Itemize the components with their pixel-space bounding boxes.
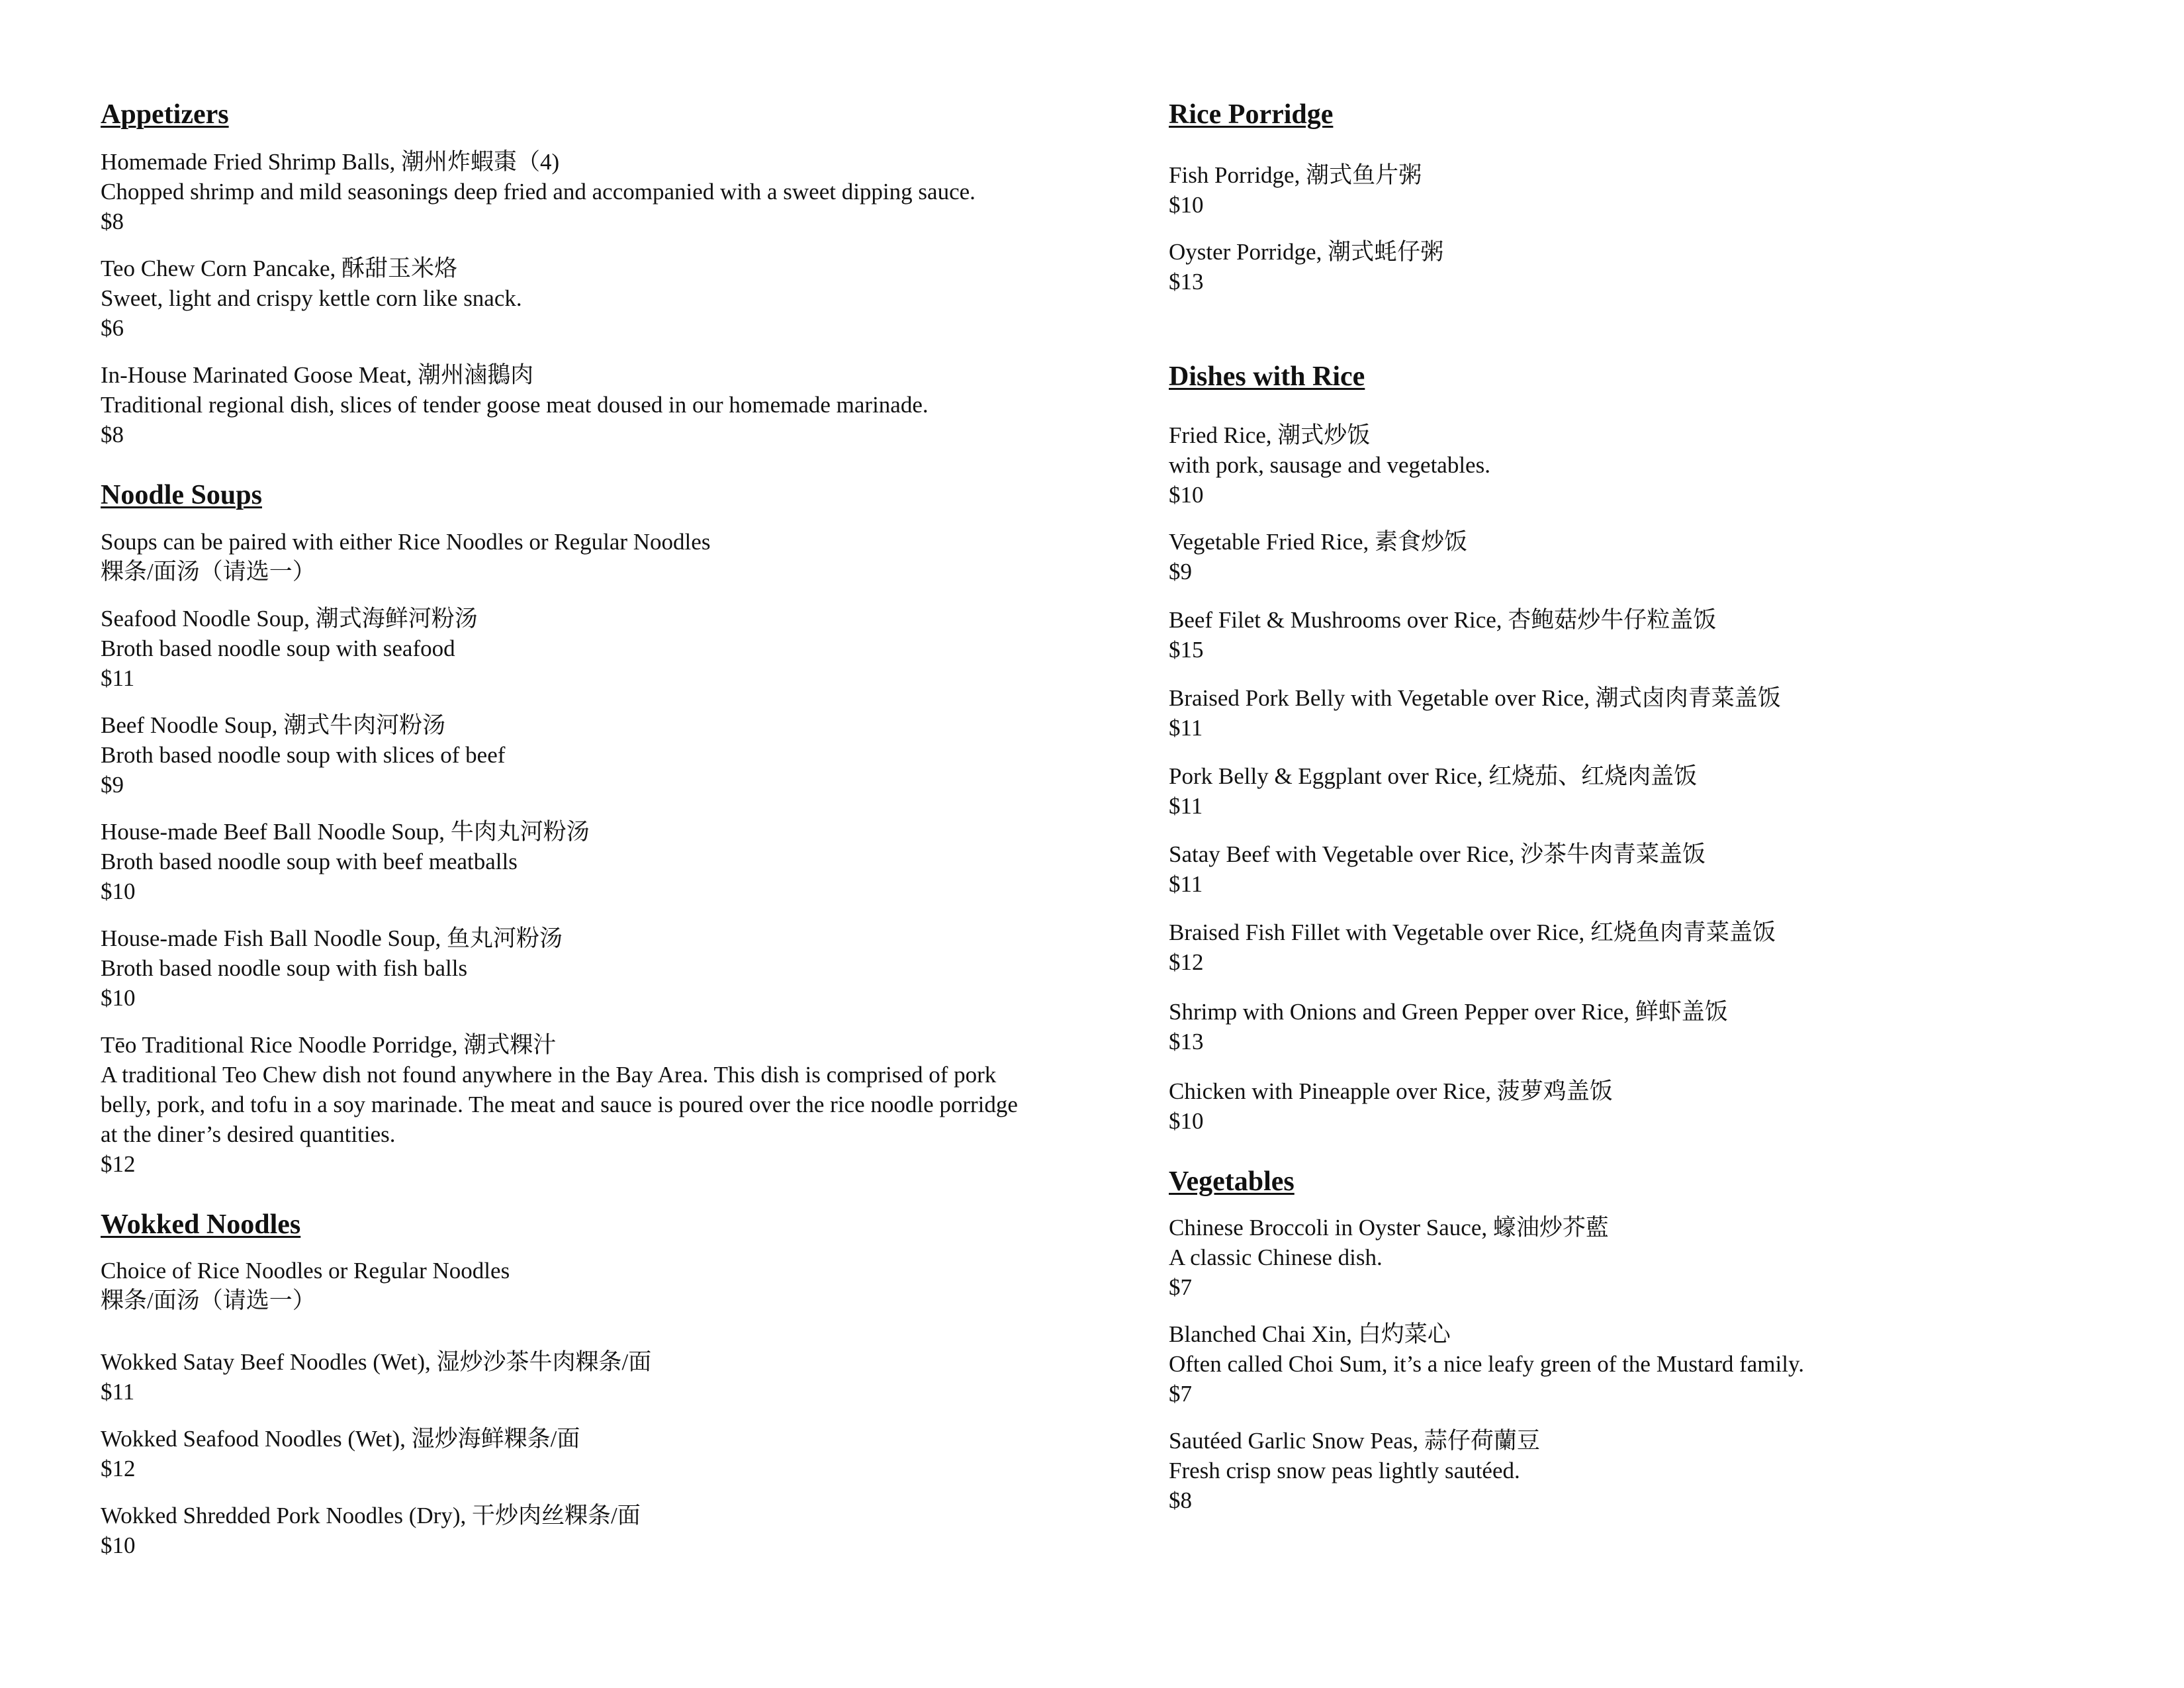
item-name: Beef Noodle Soup, 潮式牛肉河粉汤 [101, 712, 446, 738]
menu-item [101, 923, 1133, 1013]
section-title-noodle-soups: Noodle Soups [101, 480, 262, 511]
menu-item [1169, 527, 2115, 586]
item-price: $8 [101, 422, 124, 448]
menu-item [1169, 1319, 2115, 1409]
menu-item [101, 604, 1133, 693]
menu-item [1169, 160, 2115, 220]
note-chinese: 粿条/面汤（请选一） [101, 558, 316, 585]
section-title-rice-porridge: Rice Porridge [1169, 99, 1334, 130]
item-name: Sautéed Garlic Snow Peas, 蒜仔荷蘭豆 [1169, 1428, 1540, 1454]
item-price: $10 [1169, 1107, 1204, 1134]
item-price: $6 [101, 315, 124, 342]
item-price: $7 [1169, 1381, 1192, 1407]
item-description: Fresh crisp snow peas lightly sautéed. [1169, 1458, 1520, 1484]
item-price: $9 [101, 771, 124, 798]
item-price: $11 [1169, 792, 1203, 819]
item-description: Broth based noodle soup with slices of beef [101, 741, 506, 768]
item-description: Chopped shrimp and mild seasonings deep fried and accompanied with a sweet dipping sauce. [101, 179, 976, 205]
menu-item-special [101, 1030, 1133, 1179]
item-price: $13 [1169, 269, 1204, 295]
item-price: $10 [101, 1532, 136, 1559]
item-price: $13 [1169, 1028, 1204, 1055]
menu-item [1169, 997, 2115, 1056]
menu-item [101, 1424, 1133, 1483]
item-price: $10 [101, 878, 136, 904]
item-name: House-made Fish Ball Noodle Soup, 鱼丸河粉汤 [101, 925, 563, 951]
item-name: Braised Pork Belly with Vegetable over Rice, 潮式卤肉青菜盖饭 [1169, 684, 1781, 711]
item-name: Shrimp with Onions and Green Pepper over Rice, 鲜虾盖饭 [1169, 998, 1728, 1025]
note-english: Soups can be paired with either Rice Noodles or Regular Noodles [101, 528, 711, 555]
section-title-wokked-noodles: Wokked Noodles [101, 1209, 301, 1240]
item-price: $12 [101, 1456, 136, 1482]
menu-item [1169, 839, 2115, 899]
item-name: Pork Belly & Eggplant over Rice, 红烧茄、红烧肉盖饭 [1169, 763, 1698, 789]
item-description: Broth based noodle soup with seafood [101, 635, 455, 661]
menu-item [101, 360, 1133, 449]
item-name: Satay Beef with Vegetable over Rice, 沙茶牛肉青菜盖饭 [1169, 841, 1706, 867]
item-name: Wokked Shredded Pork Noodles (Dry), 干炒肉丝粿条/面 [101, 1503, 641, 1529]
item-name: Blanched Chai Xin, 白灼菜心 [1169, 1321, 1451, 1348]
item-description: with pork, sausage and vegetables. [1169, 451, 1490, 478]
item-name: Tēo Traditional Rice Noodle Porridge, 潮式粿汁 [101, 1031, 557, 1058]
item-name: Teo Chew Corn Pancake, 酥甜玉米烙 [101, 256, 457, 282]
menu-item [1169, 420, 2115, 510]
item-price: $10 [101, 984, 136, 1011]
menu-item [101, 147, 1133, 236]
item-description: at the diner’s desired quantities. [101, 1121, 396, 1147]
menu-item [1169, 237, 2115, 297]
item-name: House-made Beef Ball Noodle Soup, 牛肉丸河粉汤 [101, 818, 590, 845]
menu-item [1169, 1213, 2115, 1302]
item-name: In-House Marinated Goose Meat, 潮州滷鵝肉 [101, 362, 534, 389]
item-price: $7 [1169, 1274, 1192, 1301]
menu-item [101, 1347, 1133, 1407]
section-title-dishes-with-rice: Dishes with Rice [1169, 361, 1365, 393]
item-name: Homemade Fried Shrimp Balls, 潮州炸蝦棗（4) [101, 149, 560, 175]
item-price: $10 [1169, 192, 1204, 218]
menu-item [101, 254, 1133, 343]
item-description: belly, pork, and tofu in a soy marinade. The meat and sauce is poured over the rice noodle porridge [101, 1091, 1018, 1117]
menu-item [101, 817, 1133, 906]
section-note [101, 527, 1133, 586]
item-description: A classic Chinese dish. [1169, 1244, 1383, 1271]
item-name: Chicken with Pineapple over Rice, 菠萝鸡盖饭 [1169, 1078, 1613, 1104]
section-title-appetizers: Appetizers [101, 99, 229, 130]
item-name: Wokked Seafood Noodles (Wet), 湿炒海鲜粿条/面 [101, 1426, 580, 1452]
item-description: Often called Choi Sum, it’s a nice leafy green of the Mustard family. [1169, 1351, 1804, 1378]
right-column [1169, 98, 2115, 1515]
note-chinese: 粿条/面汤（请选一） [101, 1288, 316, 1314]
item-price: $8 [1169, 1487, 1192, 1514]
item-price: $12 [101, 1150, 136, 1177]
item-name: Chinese Broccoli in Oyster Sauce, 蠔油炒芥藍 [1169, 1215, 1609, 1241]
menu-item [1169, 761, 2115, 821]
item-price: $10 [1169, 481, 1204, 508]
item-description: Traditional regional dish, slices of tender goose meat doused in our homemade marinade. [101, 392, 929, 418]
section-title-vegetables: Vegetables [1169, 1166, 1295, 1197]
item-name: Beef Filet & Mushrooms over Rice, 杏鲍菇炒牛仔粒盖饭 [1169, 606, 1717, 633]
item-description: Broth based noodle soup with beef meatballs [101, 848, 518, 874]
item-price: $11 [1169, 714, 1203, 741]
item-name: Fried Rice, 潮式炒饭 [1169, 422, 1371, 448]
item-description: Sweet, light and crispy kettle corn like snack. [101, 285, 522, 312]
item-description: Broth based noodle soup with fish balls [101, 955, 468, 981]
section-note [101, 1256, 1133, 1315]
menu-item [1169, 683, 2115, 743]
item-name: Wokked Satay Beef Noodles (Wet), 湿炒沙茶牛肉粿条/面 [101, 1349, 652, 1376]
menu-item [1169, 917, 2115, 977]
menu-item [1169, 605, 2115, 665]
item-price: $11 [1169, 870, 1203, 897]
item-price: $11 [101, 665, 135, 691]
item-name: Fish Porridge, 潮式鱼片粥 [1169, 162, 1422, 189]
left-column [101, 98, 1133, 1560]
menu-item [101, 1501, 1133, 1560]
item-name: Vegetable Fried Rice, 素食炒饭 [1169, 528, 1468, 555]
note-english: Choice of Rice Noodles or Regular Noodles [101, 1258, 510, 1284]
menu-item [1169, 1076, 2115, 1136]
item-price: $12 [1169, 949, 1204, 975]
menu-item [1169, 1426, 2115, 1515]
item-name: Seafood Noodle Soup, 潮式海鲜河粉汤 [101, 605, 478, 632]
item-description: A traditional Teo Chew dish not found anywhere in the Bay Area. This dish is comprised of pork [101, 1061, 997, 1088]
item-price: $11 [101, 1379, 135, 1405]
item-price: $15 [1169, 636, 1204, 663]
item-price: $9 [1169, 558, 1192, 585]
menu-item [101, 710, 1133, 800]
item-price: $8 [101, 209, 124, 235]
item-name: Oyster Porridge, 潮式蚝仔粥 [1169, 239, 1444, 265]
item-name: Braised Fish Fillet with Vegetable over Rice, 红烧鱼肉青菜盖饭 [1169, 919, 1776, 945]
